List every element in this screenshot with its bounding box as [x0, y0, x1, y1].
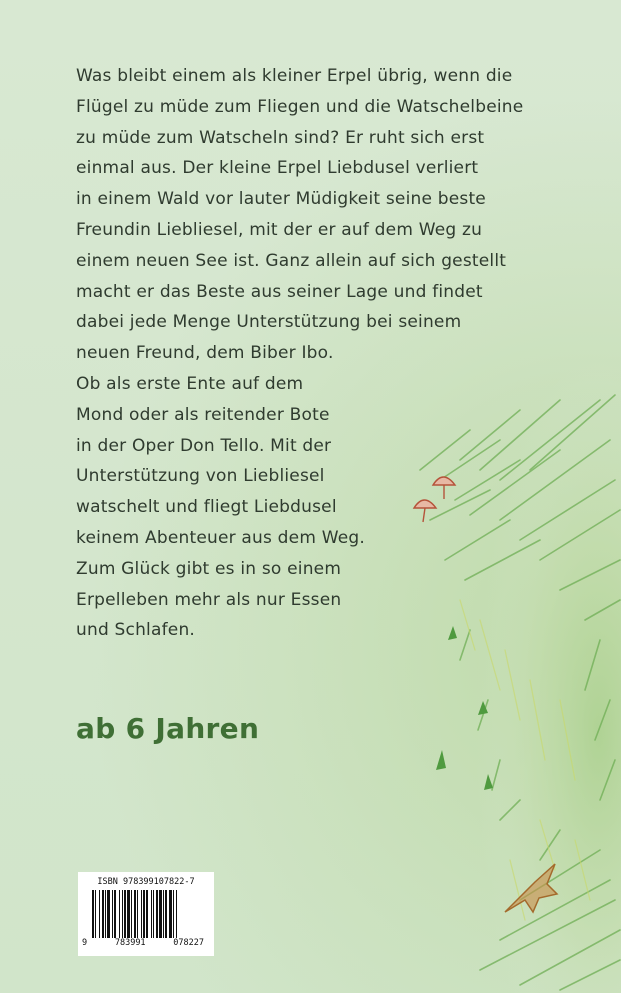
barcode-bar	[95, 890, 96, 938]
barcode-bar	[146, 890, 148, 938]
barcode-bar	[112, 890, 113, 938]
barcode-bar	[122, 890, 123, 938]
barcode-bar	[105, 890, 106, 938]
barcode-digits-group2: 078227	[173, 938, 204, 948]
barcode-bar	[151, 890, 152, 938]
barcode-bar	[141, 890, 142, 938]
barcode-bar	[173, 890, 174, 938]
isbn-barcode-block	[78, 872, 214, 956]
barcode-bar	[114, 890, 116, 938]
blurb-text: Was bleibt einem als kleiner Erpel übrig, wenn die Flügel zu müde zum Fliegen und die Watschelbeine zu müde zum Watscheln sind? Er ruht sich erst einmal aus. Der kleine Erpel Liebdusel verliert in einem Wald vor lauter Müdigkeit seine beste Freundin Liebliesel, mit der er auf dem Weg zu einem neuen See ist. Ganz allein auf sich gestellt macht er das Beste aus seiner Lage und findet dabei jede Menge Unterstützung bei seinem neuen Freund, dem Biber Ibo. Ob als erste Ente auf dem Mond oder als reitender Bote in der Oper Don Tello. Mit der Unterstützung von Liebliesel watschelt und fliegt Liebdusel keinem Abenteuer aus dem Weg. Zum Glück gibt es in so einem Erpelleben mehr als nur Essen und Schlafen.	[76, 66, 524, 641]
barcode-bar	[169, 890, 172, 938]
barcode-bar	[102, 890, 104, 938]
barcode-bar	[156, 890, 158, 938]
barcode-bar	[137, 890, 138, 938]
barcode-bar	[107, 890, 110, 938]
isbn-label: ISBN 978399107822-7	[97, 877, 195, 887]
barcode-bar	[119, 890, 120, 938]
barcode-digits	[82, 938, 210, 948]
age-recommendation: ab 6 Jahren	[76, 712, 260, 745]
barcode-bar	[127, 890, 130, 938]
barcode-bar	[134, 890, 136, 938]
barcode-digit-first: 9	[82, 938, 88, 948]
barcode	[86, 890, 206, 938]
barcode-bar	[176, 890, 177, 938]
barcode-bar	[131, 890, 132, 938]
barcode-bar	[92, 890, 94, 938]
barcode-bar	[143, 890, 145, 938]
barcode-bar	[99, 890, 100, 938]
barcode-bar	[159, 890, 162, 938]
barcode-bar	[153, 890, 154, 938]
barcode-bar	[165, 890, 167, 938]
barcode-bar	[163, 890, 164, 938]
barcode-digits-group1: 783991	[114, 938, 146, 948]
barcode-bar	[124, 890, 126, 938]
